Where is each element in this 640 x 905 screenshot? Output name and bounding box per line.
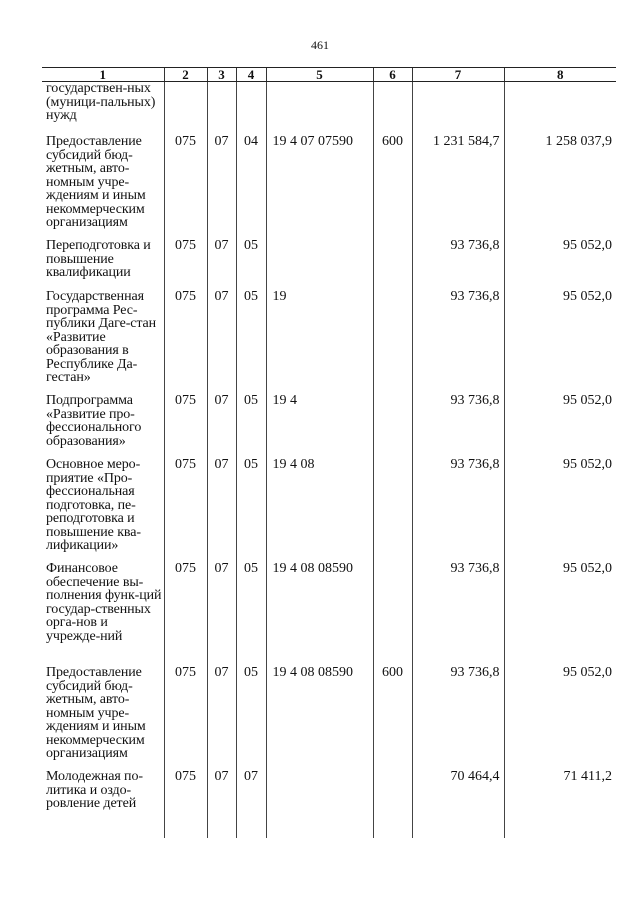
section-code: 07 — [207, 290, 236, 394]
header-row — [42, 68, 616, 82]
ved-code: 075 — [164, 394, 207, 458]
ved-code: 075 — [164, 770, 207, 838]
row-name: Основное меро-приятие «Про-фессиональная подготовка, пе-реподготовка и повышение ква-лификации» — [46, 457, 141, 553]
column-header-7: 7 — [412, 68, 504, 82]
subsection-code: 05 — [236, 290, 266, 394]
amount-year-1: 70 464,4 — [412, 770, 504, 838]
amount-year-2 — [504, 82, 616, 136]
amount-year-2: 95 052,0 — [504, 666, 616, 770]
section-code: 07 — [207, 239, 236, 290]
subsection-code: 05 — [236, 394, 266, 458]
table-row — [42, 458, 616, 562]
amount-year-2: 95 052,0 — [504, 394, 616, 458]
amount-year-1: 93 736,8 — [412, 239, 504, 290]
subsection-code: 05 — [236, 562, 266, 666]
ved-code: 075 — [164, 239, 207, 290]
amount-year-1: 93 736,8 — [412, 562, 504, 666]
target-article-code: 19 4 08 08590 — [266, 562, 373, 666]
row-name: Подпрограмма «Развитие про-фессионального образования» — [46, 393, 142, 449]
amount-year-1: 93 736,8 — [412, 666, 504, 770]
section-code: 07 — [207, 666, 236, 770]
subsection-code — [236, 82, 266, 136]
row-name: Молодежная по-литика и оздо-ровление детей — [46, 769, 143, 811]
target-article-code: 19 4 08 08590 — [266, 666, 373, 770]
column-header-2: 2 — [164, 68, 207, 82]
amount-year-2: 95 052,0 — [504, 562, 616, 666]
amount-year-2: 95 052,0 — [504, 458, 616, 562]
table-row — [42, 666, 616, 770]
expense-type-code — [373, 290, 412, 394]
subsection-code: 04 — [236, 135, 266, 239]
table-row — [42, 770, 616, 838]
subsection-code: 05 — [236, 666, 266, 770]
column-header-8: 8 — [504, 68, 616, 82]
ved-code: 075 — [164, 458, 207, 562]
target-article-code — [266, 82, 373, 136]
amount-year-2: 1 258 037,9 — [504, 135, 616, 239]
row-name: Переподготовка и повышение квалификации — [46, 238, 151, 280]
expense-type-code: 600 — [373, 666, 412, 770]
expense-type-code — [373, 394, 412, 458]
column-header-1: 1 — [42, 68, 164, 82]
target-article-code: 19 — [266, 290, 373, 394]
column-header-6: 6 — [373, 68, 412, 82]
subsection-code: 05 — [236, 239, 266, 290]
budget-table — [42, 67, 616, 838]
target-article-code: 19 4 07 07590 — [266, 135, 373, 239]
row-name: Предоставление субсидий бюд-жетным, авто-номным учре-ждениям и иным некоммерческим организациям — [46, 665, 146, 761]
table-row — [42, 290, 616, 394]
target-article-code: 19 4 08 — [266, 458, 373, 562]
section-code — [207, 82, 236, 136]
column-header-3: 3 — [207, 68, 236, 82]
amount-year-1: 93 736,8 — [412, 458, 504, 562]
ved-code — [164, 82, 207, 136]
table-row — [42, 82, 616, 136]
ved-code: 075 — [164, 135, 207, 239]
table-row — [42, 394, 616, 458]
section-code: 07 — [207, 770, 236, 838]
target-article-code — [266, 770, 373, 838]
row-name: Государственная программа Рес-публики Даге-стан «Развитие образования в Республике Да-гестан» — [46, 289, 157, 385]
amount-year-1 — [412, 82, 504, 136]
amount-year-2: 95 052,0 — [504, 290, 616, 394]
ved-code: 075 — [164, 666, 207, 770]
target-article-code — [266, 239, 373, 290]
column-header-4: 4 — [236, 68, 266, 82]
row-name: Финансовое обеспечение вы-полнения функ-ций государ-ственных орга-нов и учрежде-ний — [46, 561, 162, 644]
target-article-code: 19 4 — [266, 394, 373, 458]
amount-year-1: 93 736,8 — [412, 394, 504, 458]
table-row — [42, 135, 616, 239]
table-row — [42, 239, 616, 290]
subsection-code: 07 — [236, 770, 266, 838]
section-code: 07 — [207, 394, 236, 458]
subsection-code: 05 — [236, 458, 266, 562]
expense-type-code — [373, 239, 412, 290]
ved-code: 075 — [164, 290, 207, 394]
ved-code: 075 — [164, 562, 207, 666]
amount-year-2: 71 411,2 — [504, 770, 616, 838]
column-header-5: 5 — [266, 68, 373, 82]
amount-year-1: 1 231 584,7 — [412, 135, 504, 239]
expense-type-code — [373, 562, 412, 666]
amount-year-2: 95 052,0 — [504, 239, 616, 290]
page-number: 461 — [311, 38, 329, 52]
row-name: Предоставление субсидий бюд-жетным, авто-номным учре-ждениям и иным некоммерческим организациям — [46, 134, 146, 230]
section-code: 07 — [207, 135, 236, 239]
expense-type-code — [373, 82, 412, 136]
row-name: государствен-ных (муници-пальных) нужд — [46, 81, 156, 123]
expense-type-code: 600 — [373, 135, 412, 239]
table-row — [42, 562, 616, 666]
section-code: 07 — [207, 562, 236, 666]
expense-type-code — [373, 458, 412, 562]
section-code: 07 — [207, 458, 236, 562]
expense-type-code — [373, 770, 412, 838]
amount-year-1: 93 736,8 — [412, 290, 504, 394]
